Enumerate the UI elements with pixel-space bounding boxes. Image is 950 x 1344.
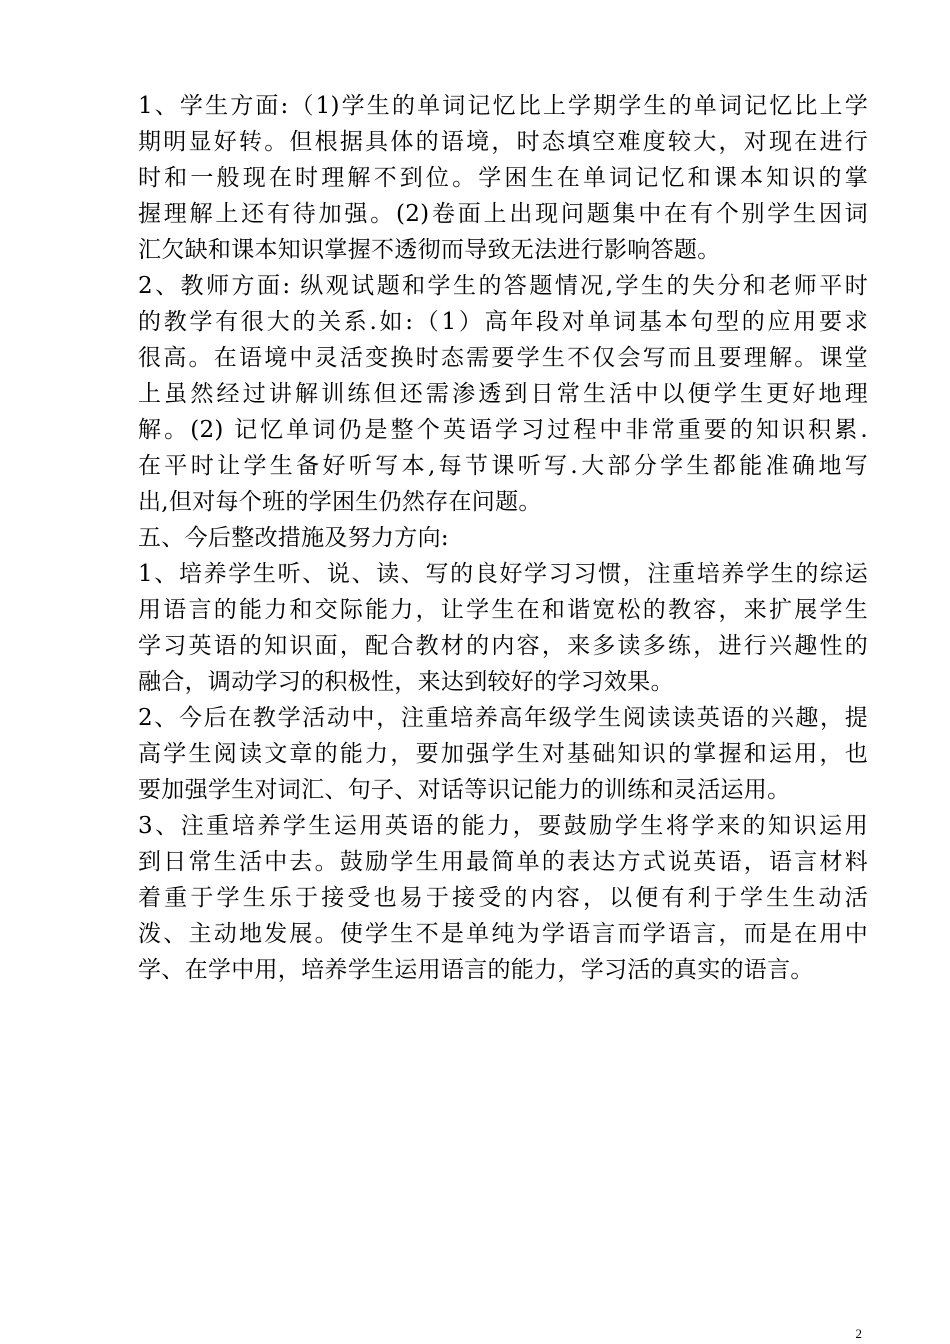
text-line: 很高。在语境中灵活变换时态需要学生不仅会写而且要理解。课堂 (138, 345, 868, 371)
text-line: 融合，调动学习的积极性，来达到较好的学习效果。 (138, 669, 674, 695)
text-line: 解。(2) 记忆单词仍是整个英语学习过程中非常重要的知识积累. (138, 417, 868, 443)
text-line: 出,但对每个班的学困生仍然存在问题。 (138, 489, 542, 515)
text-line: 时和一般现在时理解不到位。学困生在单词记忆和课本知识的掌 (138, 165, 868, 191)
text-line: 2、今后在教学活动中，注重培养高年级学生阅读读英语的兴趣，提 (138, 705, 868, 731)
text-line: 到日常生活中去。鼓励学生用最简单的表达方式说英语，语言材料 (138, 849, 868, 875)
text-line: 握理解上还有待加强。(2)卷面上出现问题集中在有个别学生因词 (138, 201, 868, 227)
text-line: 用语言的能力和交际能力，让学生在和谐宽松的教容，来扩展学生 (138, 597, 868, 623)
text-line: 学习英语的知识面，配合教材的内容，来多读多练，进行兴趣性的 (138, 633, 868, 659)
text-line: 五、今后整改措施及努力方向: (138, 525, 449, 551)
text-line: 要加强学生对词汇、句子、对话等识记能力的训练和灵活运用。 (138, 777, 791, 803)
text-line: 泼、主动地发展。使学生不是单纯为学语言而学语言，而是在用中 (138, 921, 868, 947)
text-line: 着重于学生乐于接受也易于接受的内容，以便有利于学生生动活 (138, 885, 868, 911)
text-line: 3、注重培养学生运用英语的能力，要鼓励学生将学来的知识运用 (138, 813, 868, 839)
body-text (138, 88, 868, 988)
text-line: 期明显好转。但根据具体的语境，时态填空难度较大，对现在进行 (138, 129, 868, 155)
text-line: 高学生阅读文章的能力，要加强学生对基础知识的掌握和运用，也 (138, 741, 868, 767)
text-line: 学、在学中用，培养学生运用语言的能力，学习活的真实的语言。 (138, 957, 814, 983)
text-line: 的教学有很大的关系.如:（1）高年段对单词基本句型的应用要求 (138, 309, 868, 335)
page-number: 2 (855, 1326, 862, 1341)
text-line: 1、学生方面:（1)学生的单词记忆比上学期学生的单词记忆比上学 (138, 93, 868, 119)
text-line: 2、教师方面: 纵观试题和学生的答题情况,学生的失分和老师平时 (138, 273, 868, 299)
text-line: 在平时让学生备好听写本,每节课听写.大部分学生都能准确地写 (138, 453, 868, 479)
text-line: 汇欠缺和课本知识掌握不透彻而导致无法进行影响答题。 (138, 237, 721, 263)
text-line: 上虽然经过讲解训练但还需渗透到日常生活中以便学生更好地理 (138, 381, 868, 407)
text-line: 1、培养学生听、说、读、写的良好学习习惯，注重培养学生的综运 (138, 561, 868, 587)
